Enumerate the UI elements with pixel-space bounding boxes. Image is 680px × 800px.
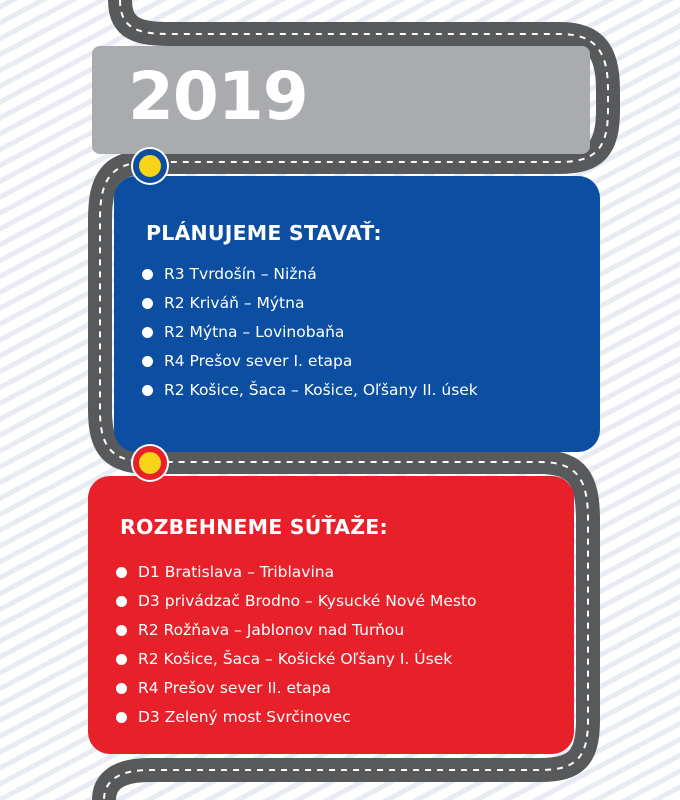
list-item-label: R4 Prešov sever II. etapa [138, 679, 331, 697]
bullet-icon [116, 596, 127, 607]
list-item [142, 289, 478, 318]
list-item-label: R2 Košice, Šaca – Košické Oľšany I. Úsek [138, 650, 453, 668]
bullet-icon [116, 654, 127, 665]
list-item-label: D1 Bratislava – Triblavina [138, 563, 335, 581]
bullet-icon [142, 327, 153, 338]
bullet-icon [142, 385, 153, 396]
list-item-label: D3 privádzač Brodno – Kysucké Nové Mesto [138, 592, 477, 610]
list-item [116, 616, 477, 645]
list-item [116, 645, 477, 674]
planned-construction-title: PLÁNUJEME STAVAŤ: [146, 221, 382, 245]
list-item [116, 703, 477, 732]
bullet-icon [142, 298, 153, 309]
bullet-icon [116, 683, 127, 694]
list-item [116, 674, 477, 703]
list-item [142, 347, 478, 376]
list-item-label: R3 Tvrdošín – Nižná [164, 265, 317, 283]
bullet-icon [116, 625, 127, 636]
tenders-list [116, 558, 477, 732]
list-item [142, 376, 478, 405]
bullet-icon [116, 567, 127, 578]
list-item-label: R2 Rožňava – Jablonov nad Turňou [138, 621, 405, 639]
planned-construction-list [142, 260, 478, 405]
list-item-label: D3 Zelený most Svrčinovec [138, 708, 351, 726]
list-item-label: R2 Košice, Šaca – Košice, Oľšany II. úsek [164, 381, 478, 399]
list-item-label: R2 Mýtna – Lovinobaňa [164, 323, 345, 341]
bullet-icon [142, 269, 153, 280]
list-item-label: R2 Kriváň – Mýtna [164, 294, 305, 312]
tenders-card [88, 476, 574, 754]
year-title: 2019 [128, 58, 308, 135]
list-item [116, 587, 477, 616]
list-item [142, 260, 478, 289]
list-item [116, 558, 477, 587]
planned-construction-card [114, 176, 600, 452]
road-marker-icon [133, 149, 167, 183]
bullet-icon [116, 712, 127, 723]
list-item [142, 318, 478, 347]
tenders-title: ROZBEHNEME SÚŤAŽE: [120, 515, 388, 539]
bullet-icon [142, 356, 153, 367]
road-marker-icon [133, 446, 167, 480]
list-item-label: R4 Prešov sever I. etapa [164, 352, 353, 370]
